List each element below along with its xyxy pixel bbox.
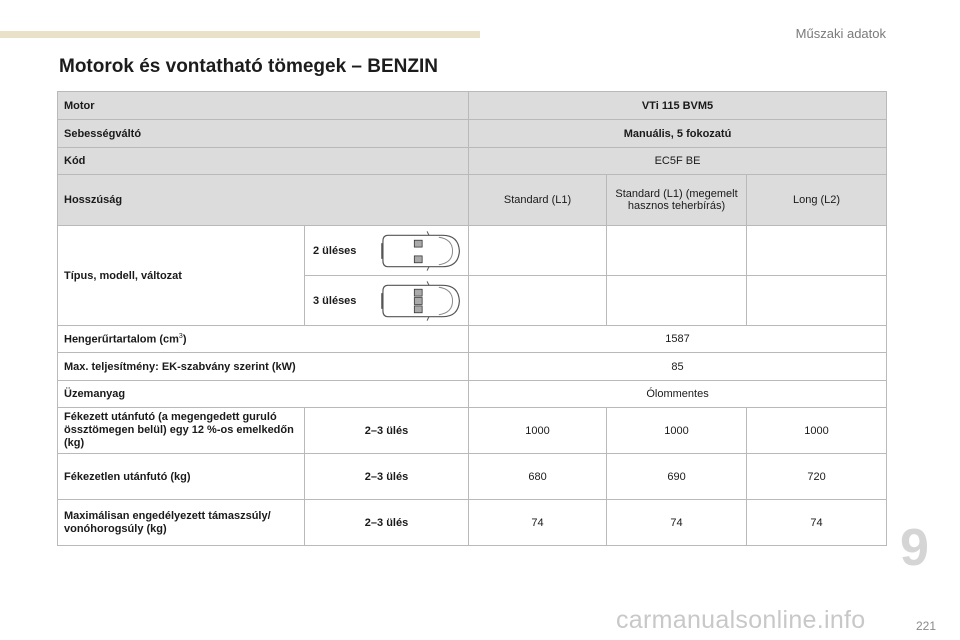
section-label: Műszaki adatok [795, 26, 886, 41]
displacement-value: 1587 [469, 326, 887, 353]
nose-weight-value: 74 [747, 500, 887, 546]
header-accent-bar [0, 31, 480, 38]
table-row-motor [58, 92, 887, 120]
watermark: carmanualsonline.info [616, 606, 866, 634]
table-row-nose-weight [58, 500, 887, 546]
table-row-code [58, 148, 887, 175]
fuel-label: Üzemanyag [58, 381, 469, 408]
table-row-gearbox [58, 120, 887, 148]
table-row-length [58, 175, 887, 226]
length-value: Standard (L1) (megemelt hasznos teherbírás) [607, 175, 747, 226]
nose-weight-value: 74 [607, 500, 747, 546]
fuel-value: Ólommentes [469, 381, 887, 408]
braked-trailer-value: 1000 [469, 408, 607, 454]
motor-value: VTi 115 BVM5 [469, 92, 887, 120]
seats-2-label: 2 üléses [313, 244, 357, 257]
page-title: Motorok és vontatható tömegek – BENZIN [59, 56, 438, 77]
page-number: 221 [916, 619, 937, 633]
type-label: Típus, modell, változat [58, 226, 305, 326]
length-value: Standard (L1) [469, 175, 607, 226]
nose-weight-seats: 2–3 ülés [305, 500, 469, 546]
braked-trailer-value: 1000 [607, 408, 747, 454]
unbraked-trailer-value: 690 [607, 454, 747, 500]
table-row-type-2-seats [58, 226, 887, 276]
displacement-label: Hengerűrtartalom $(cm^3)$ [58, 326, 469, 353]
seats-3-label: 3 üléses [313, 294, 357, 307]
power-label: Max. teljesítmény: EK-szabvány szerint (kW) [58, 353, 469, 381]
unbraked-trailer-label: Fékezetlen utánfutó (kg) [58, 454, 305, 500]
unbraked-trailer-value: 720 [747, 454, 887, 500]
chapter-number: 9 [900, 519, 929, 577]
nose-weight-value: 74 [469, 500, 607, 546]
code-value: EC5F BE [469, 148, 887, 175]
length-value: Long (L2) [747, 175, 887, 226]
displacement-unit-superscript: 3 [178, 332, 183, 340]
specification-table [57, 91, 887, 546]
table-row-braked-trailer [58, 408, 887, 454]
van-top-view-3-seats-icon [380, 281, 462, 321]
power-value: 85 [469, 353, 887, 381]
gearbox-label: Sebességváltó [58, 120, 469, 148]
braked-trailer-label: Fékezett utánfutó (a megengedett guruló össztömegen belül) egy 12 %-os emelkedőn (kg) [58, 408, 305, 454]
unbraked-trailer-value: 680 [469, 454, 607, 500]
braked-trailer-seats: 2–3 ülés [305, 408, 469, 454]
table-row-displacement [58, 326, 887, 353]
nose-weight-label: Maximálisan engedélyezett támaszsúly/ vonóhorogsúly (kg) [58, 500, 305, 546]
table-row-fuel [58, 381, 887, 408]
motor-label: Motor [58, 92, 469, 120]
seats-3-cell [305, 276, 469, 326]
table-row-power [58, 353, 887, 381]
unbraked-trailer-seats: 2–3 ülés [305, 454, 469, 500]
seats-2-cell [305, 226, 469, 276]
length-label: Hosszúság [58, 175, 469, 226]
gearbox-value: Manuális, 5 fokozatú [469, 120, 887, 148]
braked-trailer-value: 1000 [747, 408, 887, 454]
code-label: Kód [58, 148, 469, 175]
van-top-view-2-seats-icon [380, 231, 462, 271]
table-row-unbraked-trailer [58, 454, 887, 500]
